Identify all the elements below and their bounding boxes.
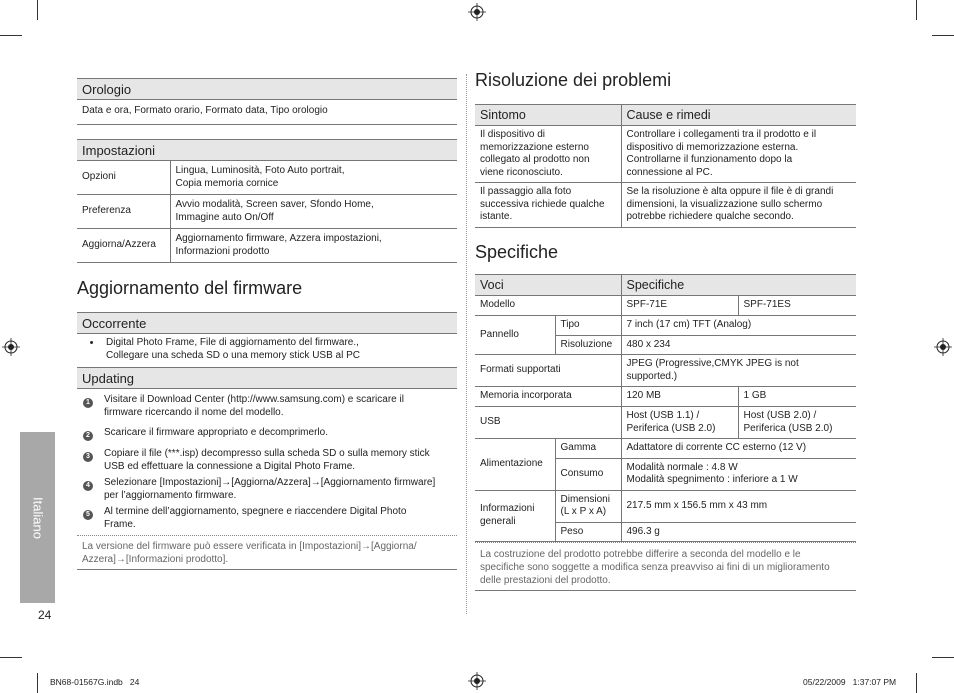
value-line: Copia memoria cornice [175, 177, 279, 189]
troubleshooting-title: Risoluzione dei problemi [475, 70, 672, 90]
symptom-cell [475, 183, 621, 228]
text-line: supported.) [626, 370, 678, 382]
text-line: JPEG (Progressive,CMYK JPEG is not [626, 358, 799, 369]
step-number-icon: 5 [83, 510, 93, 520]
text-line: memorizzazione esterno [480, 141, 589, 153]
spec-label: Alimentazione [475, 439, 555, 491]
impostazioni-key: Opzioni [77, 161, 170, 195]
registration-mark-icon [468, 672, 486, 690]
text-line: connessione al PC. [626, 166, 713, 178]
page-number: 24 [38, 608, 52, 622]
spec-sublabel: Risoluzione [555, 335, 621, 355]
crop-mark [916, 0, 917, 20]
crop-mark [916, 673, 917, 693]
column-header: Sintomo [475, 105, 621, 126]
text-line: (L x P x A) [560, 506, 607, 517]
impostazioni-key: Aggiorna/Azzera [77, 229, 170, 263]
text-line: Azzera]→[Informazioni prodotto]. [82, 554, 229, 565]
table-row [475, 183, 856, 228]
column-header: Specifiche [621, 275, 856, 296]
spec-sublabel: Gamma [555, 439, 621, 459]
steps-list [77, 389, 457, 535]
impostazioni-table [77, 161, 457, 263]
table-row [77, 195, 457, 229]
text-line: Frame. [104, 518, 136, 530]
text-line: firmware ricercando il nome del modello. [104, 406, 284, 418]
spec-value [621, 355, 856, 387]
table-row [475, 387, 856, 407]
list-item [77, 475, 457, 504]
spec-value: SPF-71ES [738, 296, 856, 316]
text-line: per l’aggiornamento firmware. [104, 489, 237, 501]
spec-value: 217.5 mm x 156.5 mm x 43 mm [621, 490, 856, 522]
text-line: dimensioni, la visualizzazione sullo schermo [626, 198, 823, 210]
value-line: Informazioni prodotto [175, 245, 270, 257]
language-tab-label: Italiano [30, 496, 45, 539]
crop-mark [0, 35, 22, 36]
specs-title: Specifiche [475, 242, 559, 262]
value-line: Avvio modalità, Screen saver, Sfondo Home, [175, 199, 374, 210]
occorrente-section [77, 312, 457, 367]
spec-label: Formati supportati [475, 355, 621, 387]
firmware-note [77, 535, 457, 570]
impostazioni-value [170, 229, 457, 263]
column-header: Voci [475, 275, 621, 296]
text-line: Selezionare [Impostazioni]→[Aggiorna/Azzera]→[Aggiornamento firmware] [104, 477, 436, 488]
table-row [475, 296, 856, 316]
step-text [104, 477, 435, 502]
spec-label: Pannello [475, 316, 555, 355]
column-header: Cause e rimedi [621, 105, 856, 126]
text-line: generali [480, 515, 516, 527]
impostazioni-value [170, 161, 457, 195]
spec-value: 7 inch (17 cm) TFT (Analog) [621, 316, 856, 336]
footer-timestamp: 05/22/2009 1:37:07 PM [803, 677, 897, 687]
crop-mark [37, 673, 38, 693]
troubleshooting-table [475, 104, 856, 228]
text-line: istante. [480, 211, 513, 223]
text-line: Modalità spegnimento : inferiore a 1 W [626, 474, 798, 485]
updating-header: Updating [77, 367, 457, 389]
firmware-title: Aggiornamento del firmware [77, 278, 303, 298]
table-row [475, 407, 856, 439]
crop-mark [932, 35, 954, 36]
text-line: Periferica (USB 2.0) [626, 422, 716, 434]
table-row [475, 439, 856, 459]
spec-sublabel [555, 490, 621, 522]
column-divider [466, 74, 467, 614]
table-row [77, 229, 457, 263]
text-line: Collegare una scheda SD o una memory stick USB al PC [106, 349, 361, 361]
text-line: Controllare i collegamenti tra il prodotto e il [626, 129, 817, 140]
step-number-icon: 3 [83, 452, 93, 462]
step-text [104, 448, 430, 473]
symptom-cell [475, 126, 621, 183]
spec-value: SPF-71E [621, 296, 738, 316]
spec-sublabel: Consumo [555, 458, 621, 490]
step-text [104, 394, 404, 419]
table-row [475, 316, 856, 336]
orologio-section [77, 78, 457, 125]
text-line: potrebbe richiedere qualche secondo. [626, 211, 794, 223]
spec-value [621, 407, 738, 439]
registration-mark-icon [934, 338, 952, 356]
text-line: Host (USB 1.1) / [626, 410, 700, 421]
impostazioni-section [77, 139, 457, 263]
spec-value: 120 MB [621, 387, 738, 407]
text-line: Se la risoluzione è alta oppure il file è di grandi [626, 186, 834, 198]
spec-label [475, 490, 555, 542]
table-header-row [475, 105, 856, 126]
text-line: La costruzione del prodotto potrebbe differire a seconda del modello e le [480, 549, 801, 560]
remedy-cell [621, 126, 856, 183]
impostazioni-header: Impostazioni [77, 139, 457, 161]
table-header-row [475, 275, 856, 296]
spec-value: 480 x 234 [621, 335, 856, 355]
text-line: Scaricare il firmware appropriato e decomprimerlo. [104, 427, 328, 438]
text-line: delle prestazioni del prodotto. [480, 575, 611, 586]
language-tab [20, 432, 55, 603]
spec-value: 496.3 g [621, 522, 856, 542]
step-number-icon: 1 [83, 398, 93, 408]
step-text [104, 506, 406, 531]
text-line: Periferica (USB 2.0) [743, 422, 833, 434]
text-line: Al termine dell’aggiornamento, spegnere e riaccendere Digital Photo [104, 506, 407, 517]
text-line: Informazioni [480, 503, 535, 515]
list-item [77, 421, 457, 446]
text-line: Visitare il Download Center (http://www.samsung.com) e scaricare il [104, 394, 404, 405]
list-item [77, 334, 457, 367]
orologio-text: Data e ora, Formato orario, Formato data, Tipo orologio [77, 100, 457, 125]
table-row [475, 126, 856, 183]
updating-section [77, 367, 457, 570]
bullet-icon: • [89, 337, 94, 349]
spec-sublabel: Peso [555, 522, 621, 542]
spec-label: USB [475, 407, 621, 439]
registration-mark-icon [2, 338, 20, 356]
text-line: Il dispositivo di [480, 129, 546, 140]
text-line: Il passaggio alla foto [480, 186, 572, 198]
table-row [475, 355, 856, 387]
text-line: specifiche sono soggette a modifica senza preavviso ai fini di un miglioramento [480, 562, 830, 573]
text-line: La versione del firmware può essere verificata in [Impostazioni]→[Aggiorna/ [82, 541, 417, 552]
left-column [77, 78, 457, 570]
orologio-header: Orologio [77, 78, 457, 100]
crop-mark [932, 657, 954, 658]
table-row [475, 490, 856, 522]
text-line: Controllarne il funzionamento dopo la [626, 154, 793, 165]
impostazioni-value [170, 195, 457, 229]
list-item [77, 392, 457, 421]
text-line: USB ed effettuare la connessione a Digital Photo Frame. [104, 460, 356, 472]
list-item [77, 504, 457, 533]
occorrente-header: Occorrente [77, 312, 457, 334]
spec-label: Memoria incorporata [475, 387, 621, 407]
specs-table [475, 274, 856, 542]
step-text [104, 427, 328, 441]
list-item [77, 446, 457, 475]
spec-value: 1 GB [738, 387, 856, 407]
crop-mark [0, 657, 22, 658]
spec-value [621, 458, 856, 490]
spec-value: Adattatore di corrente CC esterno (12 V) [621, 439, 856, 459]
registration-mark-icon [468, 3, 486, 21]
text-line: Modalità normale : 4.8 W [626, 461, 738, 473]
specs-note [475, 542, 856, 591]
text-line: Dimensioni [560, 493, 610, 505]
step-number-icon: 4 [83, 481, 93, 491]
spec-label: Modello [475, 296, 621, 316]
remedy-cell [621, 183, 856, 228]
spec-value [738, 407, 856, 439]
text-line: successiva richiede qualche [480, 198, 605, 210]
value-line: Aggiornamento firmware, Azzera impostazioni, [175, 233, 382, 244]
spec-sublabel: Tipo [555, 316, 621, 336]
value-line: Lingua, Luminosità, Foto Auto portrait, [175, 165, 345, 176]
text-line: Digital Photo Frame, File di aggiornamento del firmware., [106, 337, 359, 348]
occorrente-text [106, 337, 360, 362]
text-line: collegato al prodotto non [480, 154, 590, 165]
text-line: dispositivo di memorizzazione esterna. [626, 141, 799, 153]
text-line: viene riconosciuto. [480, 166, 563, 178]
impostazioni-key: Preferenza [77, 195, 170, 229]
right-column [475, 70, 856, 591]
text-line: Copiare il file (***.isp) decompresso sulla scheda SD o sulla memory stick [104, 448, 430, 459]
step-number-icon: 2 [83, 431, 93, 441]
footer-file-info: BN68-01567G.indb 24 [50, 677, 140, 687]
value-line: Immagine auto On/Off [175, 211, 274, 223]
table-row [77, 161, 457, 195]
crop-mark [37, 0, 38, 20]
text-line: Host (USB 2.0) / [743, 410, 817, 421]
